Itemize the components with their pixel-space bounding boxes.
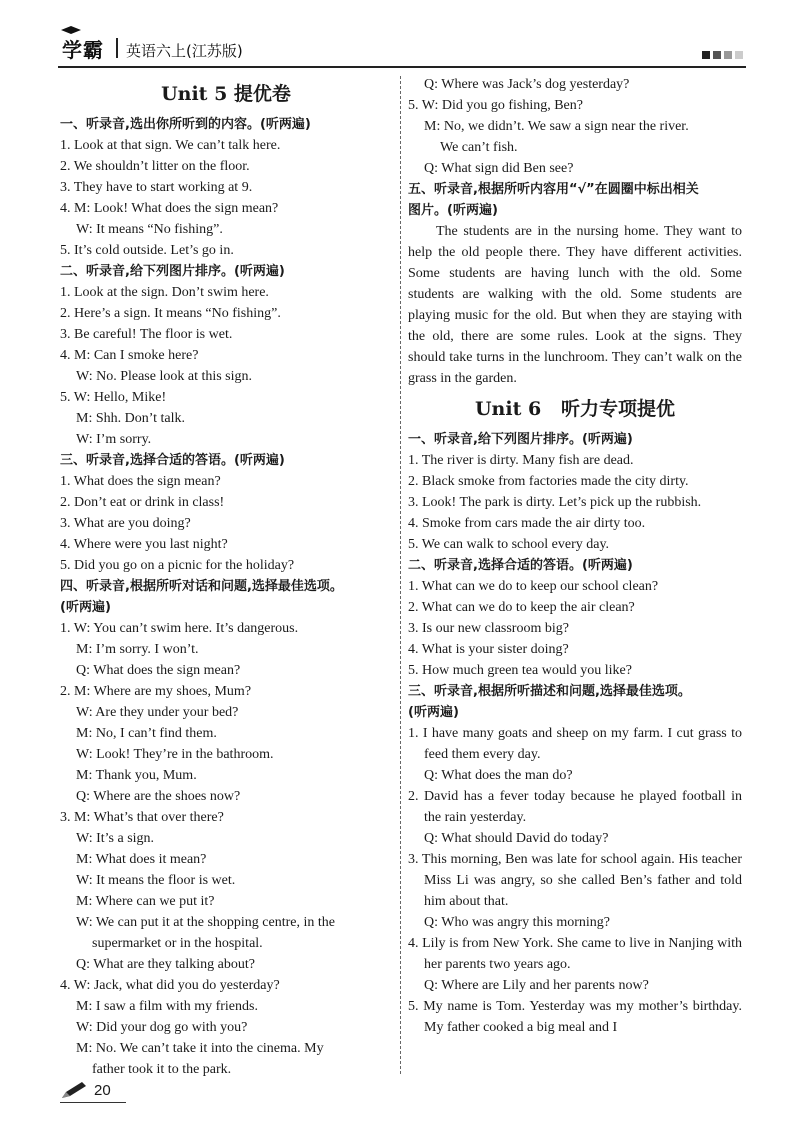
list-item: 3. Look! The park is dirty. Let’s pick up the rubbish.	[408, 495, 702, 510]
list-item: 3. They have to start working at 9.	[60, 180, 253, 195]
dialogue-line: W: It means the floor is wet.	[76, 873, 236, 888]
list-item: 1. What can we do to keep our school clean?	[408, 579, 659, 594]
dialogue-line: M: No. We can’t take it into the cinema. My	[76, 1041, 324, 1056]
list-item: 2. We shouldn’t litter on the floor.	[60, 159, 250, 174]
dialogue-line: W: Did your dog go with you?	[76, 1020, 248, 1035]
list-item: 4. Where were you last night?	[60, 537, 228, 552]
dialogue-line: 5. W: Did you go fishing, Ben?	[408, 98, 583, 113]
dialogue-line: Q: Where are the shoes now?	[76, 789, 241, 804]
dialogue-line: Q: What sign did Ben see?	[424, 161, 574, 176]
column-divider	[400, 76, 401, 1074]
section-heading: 五、听录音,根据所听内容用“√”在圆圈中标出相关	[408, 182, 699, 197]
list-item: 2. Don’t eat or drink in class!	[60, 495, 225, 510]
graduation-cap-icon	[60, 26, 82, 34]
dialogue-line: W: It’s a sign.	[76, 831, 155, 846]
list-item: 4. M: Look! What does the sign mean?	[60, 201, 279, 216]
list-item: 2. Here’s a sign. It means “No fishing”.	[60, 306, 281, 321]
list-item: 1. Look at the sign. Don’t swim here.	[60, 285, 269, 300]
question-line: Q: What should David do today?	[424, 831, 609, 846]
dialogue-line: M: Where can we put it?	[76, 894, 215, 909]
dialogue-line: M: I saw a film with my friends.	[76, 999, 258, 1014]
list-item: 5. It’s cold outside. Let’s go in.	[60, 243, 234, 258]
dialogue-line: 4. W: Jack, what did you do yesterday?	[60, 978, 280, 993]
page-title: Unit 5 提优卷	[161, 83, 291, 105]
list-item: 5. How much green tea would you like?	[408, 663, 632, 678]
list-item: 3. What are you doing?	[60, 516, 191, 531]
dialogue-line: W: Are they under your bed?	[76, 705, 239, 720]
section-heading: 四、听录音,根据所听对话和问题,选择最佳选项。	[60, 579, 343, 594]
list-item: 2. David has a fever today because he played football in the rain yesterday.	[408, 789, 742, 825]
page-number: 20	[94, 1082, 111, 1099]
section-heading-cont: (听两遍)	[60, 600, 111, 615]
list-item: 3. This morning, Ben was late for school again. His teacher Miss Li was angry, so she called Ben’s father and told him about that.	[408, 852, 742, 909]
section-heading: 二、听录音,选择合适的答语。(听两遍)	[408, 558, 633, 573]
list-item: 4. M: Can I smoke here?	[60, 348, 199, 363]
dialogue-line: M: No, we didn’t. We saw a sign near the river.	[424, 119, 689, 134]
section-heading: 三、听录音,选择合适的答语。(听两遍)	[60, 453, 285, 468]
list-item: 5. Did you go on a picnic for the holiday?	[60, 558, 295, 573]
dialogue-line: supermarket or in the hospital.	[92, 936, 263, 951]
list-item: 2. What can we do to keep the air clean?	[408, 600, 635, 615]
question-line: Q: What does the man do?	[424, 768, 573, 783]
header-rule	[58, 66, 746, 68]
list-item: 4. Smoke from cars made the air dirty too.	[408, 516, 646, 531]
brand-logo: 学霸	[62, 38, 104, 62]
section-heading: 三、听录音,根据所听描述和问题,选择最佳选项。	[408, 684, 691, 699]
page-header	[0, 0, 800, 70]
page-footer	[60, 1076, 140, 1106]
list-item: 2. Black smoke from factories made the city dirty.	[408, 474, 689, 489]
dialogue-line: Q: What are they talking about?	[76, 957, 255, 972]
list-item: 5. W: Hello, Mike!	[60, 390, 167, 405]
dialogue-line: 3. M: What’s that over there?	[60, 810, 224, 825]
section-heading-cont: (听两遍)	[408, 705, 459, 720]
list-item: 1. I have many goats and sheep on my farm. I cut grass to feed them every day.	[408, 726, 742, 762]
list-item: W: It means “No fishing”.	[76, 222, 223, 237]
list-item: 1. Look at that sign. We can’t talk here.	[60, 138, 281, 153]
section-heading: 一、听录音,选出你所听到的内容。(听两遍)	[60, 117, 311, 132]
right-column	[408, 74, 742, 1038]
list-item: W: I’m sorry.	[76, 432, 152, 447]
dialogue-line: W: We can put it at the shopping centre, in the	[76, 915, 335, 930]
list-item: W: No. Please look at this sign.	[76, 369, 253, 384]
header-squares	[702, 46, 746, 64]
footer-rule	[60, 1102, 126, 1103]
list-item: 3. Is our new classroom big?	[408, 621, 569, 636]
unit-title: Unit 6 听力专项提优	[474, 398, 676, 420]
list-item: 1. The river is dirty. Many fish are dead.	[408, 453, 634, 468]
list-item: 1. What does the sign mean?	[60, 474, 221, 489]
list-item: 5. My name is Tom. Yesterday was my mother’s birthday. My father cooked a big meal and I	[408, 999, 742, 1035]
section-heading-cont: 图片。(听两遍)	[408, 203, 498, 218]
dialogue-line: M: I’m sorry. I won’t.	[76, 642, 199, 657]
list-item: 4. What is your sister doing?	[408, 642, 569, 657]
list-item: M: Shh. Don’t talk.	[76, 411, 186, 426]
pencil-icon	[60, 1080, 90, 1100]
dialogue-line: 1. W: You can’t swim here. It’s dangerous.	[60, 621, 299, 636]
dialogue-line: M: What does it mean?	[76, 852, 207, 867]
book-title: 英语六上(江苏版)	[126, 42, 243, 60]
question-line: Q: Where are Lily and her parents now?	[424, 978, 649, 993]
list-item: 4. Lily is from New York. She came to live in Nanjing with her parents two years ago.	[408, 936, 742, 972]
dialogue-line: 2. M: Where are my shoes, Mum?	[60, 684, 252, 699]
dialogue-line: Q: What does the sign mean?	[76, 663, 241, 678]
passage-text: The students are in the nursing home. They want to help the old people there. They have different activities. Some students are having lunch with the old. Some students are walking with the old. Some students are playing music for the old. But when they are staying with the old, there are some rules. Look at the signs. They should take turns in the lunchroom. They can’t walk on the grass in the garden.	[408, 224, 742, 386]
left-column	[60, 74, 392, 1080]
dialogue-line: father took it to the park.	[92, 1062, 232, 1077]
section-heading: 一、听录音,给下列图片排序。(听两遍)	[408, 432, 633, 447]
list-item: 3. Be careful! The floor is wet.	[60, 327, 233, 342]
dialogue-line: W: Look! They’re in the bathroom.	[76, 747, 274, 762]
dialogue-line: Q: Where was Jack’s dog yesterday?	[424, 77, 630, 92]
section-heading: 二、听录音,给下列图片排序。(听两遍)	[60, 264, 285, 279]
dialogue-line: M: Thank you, Mum.	[76, 768, 197, 783]
dialogue-line: M: No, I can’t find them.	[76, 726, 217, 741]
list-item: 5. We can walk to school every day.	[408, 537, 610, 552]
header-separator	[116, 38, 118, 58]
dialogue-line: We can’t fish.	[440, 140, 518, 155]
question-line: Q: Who was angry this morning?	[424, 915, 610, 930]
